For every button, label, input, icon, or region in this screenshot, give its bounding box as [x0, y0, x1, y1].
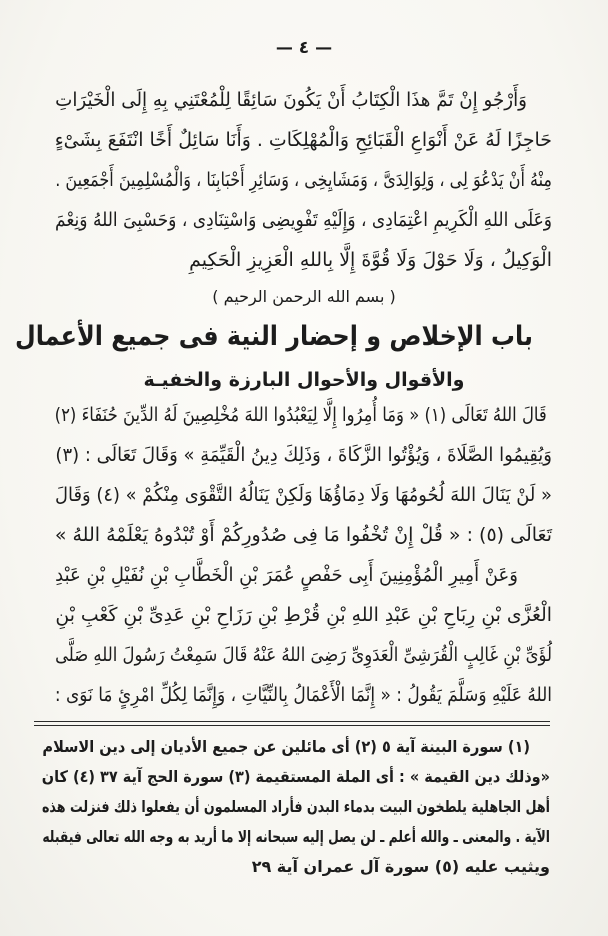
footnote-line: «وذلك دين القيمة » : أى الملة المستقيمة (٣) سورة الحج آية ٣٧ (٤) كان	[41, 767, 550, 786]
footnotes-block	[42, 732, 550, 882]
quran-citations	[55, 395, 552, 555]
quran-line: « لَنْ يَنَالَ اللهَ لُحُومُهَا وَلَا دِمَاؤُهَا وَلَكِنْ يَنَالُهُ التَّقْوَى مِنْكُمْ » (٤) وَقَالَ	[55, 484, 552, 506]
footnote-line: أهل الجاهلية يلطخون البيت بدماء البدن فأراد المسلمون أن يفعلوا ذلك فنزلت هذه	[41, 797, 550, 816]
quran-line: وَيُقِيمُوا الصَّلَاةَ ، وَيُؤْتُوا الزَّكَاةَ ، وَذَلِكَ دِينُ الْقَيِّمَةِ » وَقَالَ تَعَالَى : (٣)	[55, 444, 552, 466]
quran-line: قَالَ اللهُ تَعَالَى (١) « وَمَا أُمِرُوا إِلَّا لِيَعْبُدُوا اللهَ مُخْلِصِينَ لَهُ الدِّينَ حُنَفَاءَ (٢)	[54, 404, 547, 426]
intro-paragraph	[55, 80, 552, 280]
intro-line: الْوَكِيلُ ، وَلَا حَوْلَ وَلَا قُوَّةَ إِلَّا بِاللهِ الْعَزِيزِ الْحَكِيمِ	[189, 249, 552, 271]
footnote-separator-rule	[34, 721, 550, 726]
hadith-line: لُؤَىِّ بْنِ غَالِبٍ الْقُرَشِىِّ الْعَدَوِىِّ رَضِىَ اللهُ عَنْهُ قَالَ سَمِعْتُ رَسُولَ اللهِ صَلَّى	[55, 644, 552, 666]
hadith-line: اللهُ عَلَيْهِ وَسَلَّمَ يَقُولُ : « إِنَّمَا الْأَعْمَالُ بِالنِّيَّاتِ ، وَإِنَّمَا لِكُلِّ امْرِئٍ مَا نَوَى :	[54, 684, 553, 706]
intro-line: حَاجِزًا لَهُ عَنْ أَنْوَاعِ الْقَبَائِحِ وَالْمُهْلِكَاتِ . وَأَنَا سَائِلٌ أَخًا انْتَفَعَ بِشَىْءٍ	[54, 129, 553, 151]
hadith-line: وَعَنْ أَمِيرِ الْمُؤْمِنِينَ أَبِى حَفْصٍ عُمَرَ بْنِ الْخَطَّابِ بْنِ نُفَيْلِ بْنِ عَبْدِ	[55, 564, 518, 586]
hadith-line: الْعُزَّى بْنِ رِبَاحِ بْنِ عَبْدِ اللهِ بْنِ قُرْطِ بْنِ رَزَاحِ بْنِ عَدِىِّ بْنِ كَعْبِ بْنِ	[55, 604, 553, 626]
footnote-line: ويثيب عليه (٥) سورة آل عمران آية ٢٩	[251, 857, 550, 876]
footnote-line: (١) سورة البينة آية ٥ (٢) أى مائلين عن جميع الأديان إلى دين الاسلام	[42, 737, 531, 756]
intro-line: وَعَلَى اللهِ الْكَرِيمِ اعْتِمَادِى ، وَإِلَيْهِ تَفْوِيضِى وَاسْتِنَادِى ، وَحَسْبِىَ اللهُ وَنِعْمَ	[54, 209, 552, 231]
hadith-paragraph	[55, 555, 552, 715]
intro-line: مِنْهُ أَنْ يَدْعُوَ لِى ، وَلِوَالِدَىَّ ، وَمَشَايِخِى ، وَسَائِرِ أَحْبَابِنَا ، وَالْمُسْلِمِينَ أَجْمَعِينَ .	[55, 169, 553, 191]
basmala: ( بسم الله الرحمن الرحيم )	[212, 287, 396, 306]
quran-line: تَعَالَى (٥) : « قُلْ إِنْ تُخْفُوا مَا فِى صُدُورِكُمْ أَوْ تُبْدُوهُ يَعْلَمْهُ اللهُ »	[54, 524, 552, 546]
page-number: — ٤ —	[275, 38, 333, 58]
footnote-line: الآية . والمعنى ـ والله أعلم ـ لن يصل إليه سبحانه إلا ما أريد به وجه الله تعالى فيقبله	[42, 827, 550, 846]
intro-line: وَأَرْجُو إِنْ تَمَّ هذَا الْكِتَابُ أَنْ يَكُونَ سَائِقًا لِلْمُعْتَنِي بِهِ إِلَى الْخَيْرَاتِ	[55, 89, 528, 111]
chapter-title: باب الإخلاص و إحضار النية فى جميع الأعمال	[15, 321, 533, 352]
chapter-subtitle: والأقوال والأحوال البارزة والخفيـة	[143, 369, 465, 391]
